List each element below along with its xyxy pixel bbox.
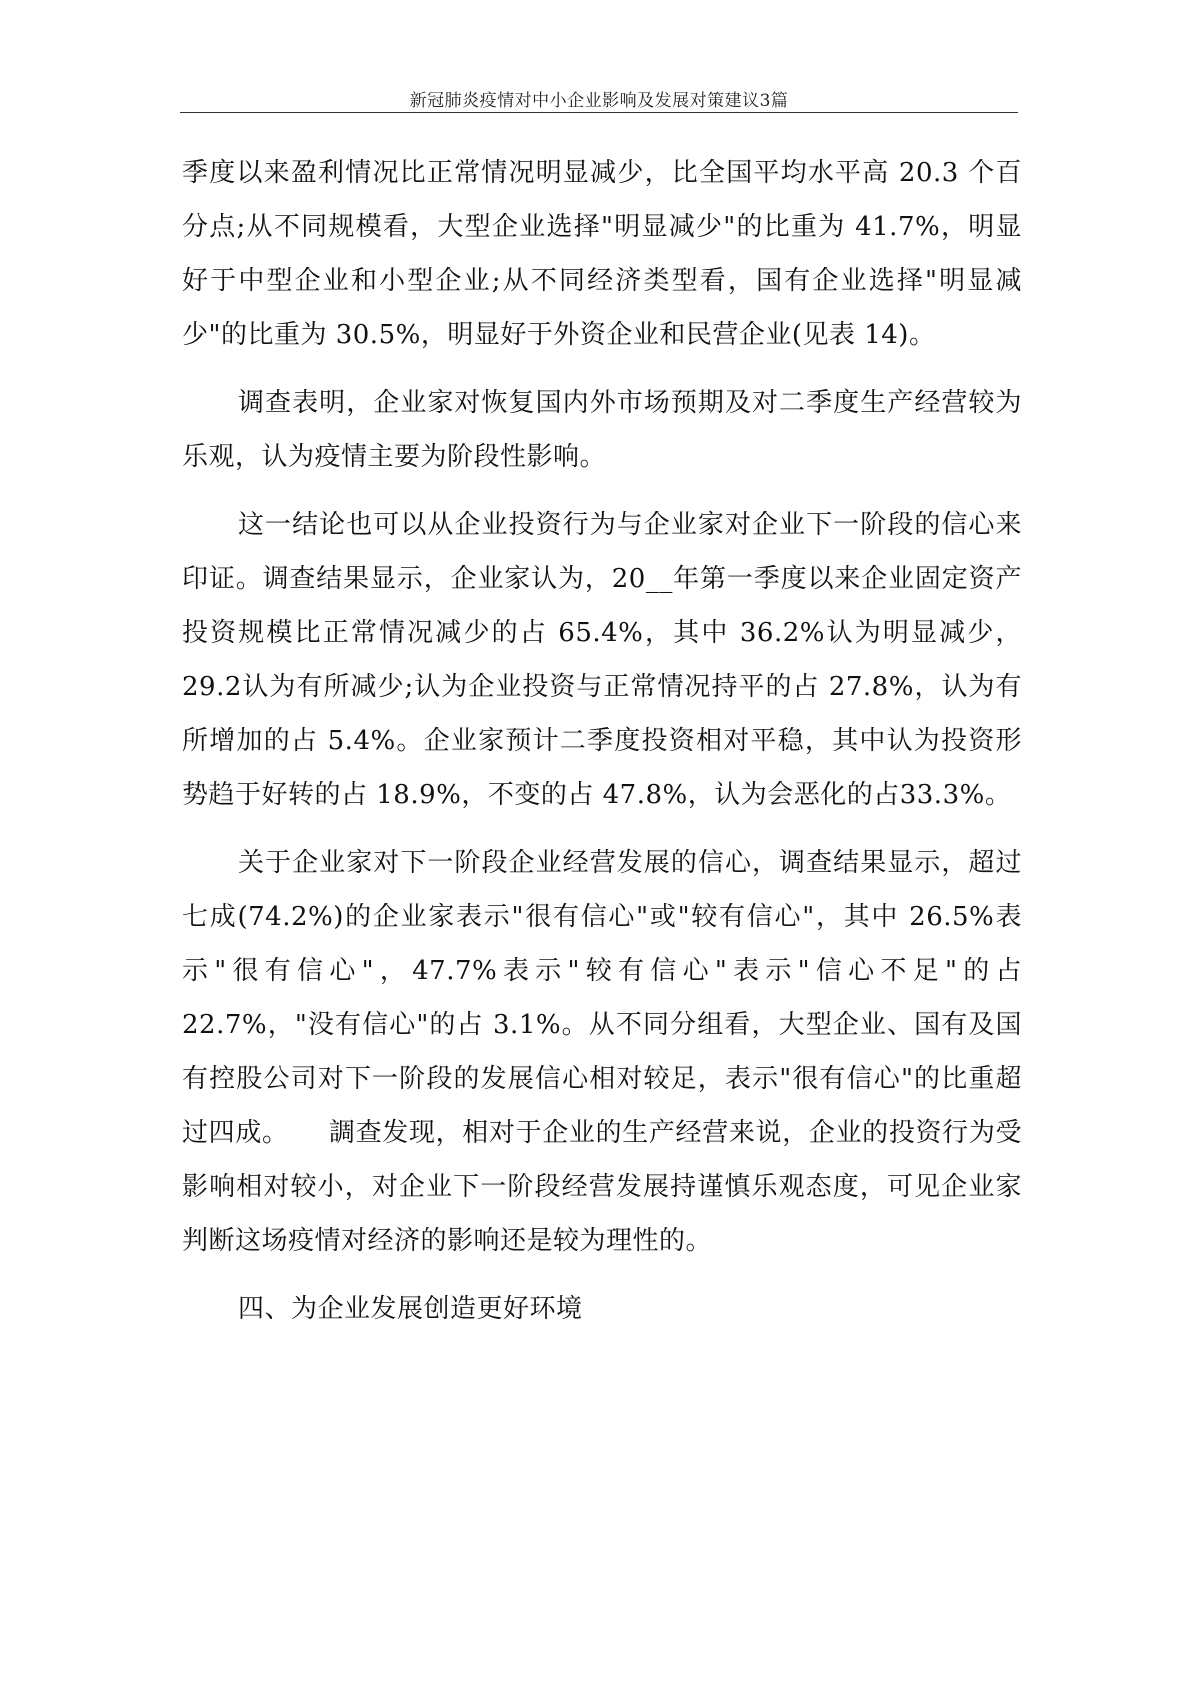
paragraph-survey-optimism: 调查表明，企业家对恢复国内外市场预期及对二季度生产经营较为乐观，认为疫情主要为阶段性影响。 (182, 388, 1022, 472)
document-body (182, 146, 1022, 1336)
paragraph-profit-continuation: 季度以来盈利情况比正常情况明显减少，比全国平均水平高 20.3 个百分点;从不同规模看，大型企业选择"明显减少"的比重为 41.7%，明显好于中型企业和小型企业;从不同经济类型看，国有企业选择"明显减少"的比重为 30.5%，明显好于外资企业和民营企业(见表 14)。 (182, 158, 1022, 350)
section-heading-four: 四、为企业发展创造更好环境 (238, 1294, 583, 1324)
header-divider (180, 112, 1018, 113)
paragraph-confidence: 关于企业家对下一阶段企业经营发展的信心，调查结果显示，超过七成(74.2%)的企业家表示"很有信心"或"较有信心"，其中 26.5%表示"很有信心"，47.7%表示"较有信心"表示"信心不足"的占 22.7%，"没有信心"的占 3.1%。从不同分组看，大型企业、国有及国有控股公司对下一阶段的发展信心相对较足，表示"很有信心"的比重超过四成。 調查发现，相对于企业的生产经营来说，企业的投资行为受影响相对较小，对企业下一阶段经营发展持谨慎乐观态度，可见企业家判断这场疫情对经济的影响还是较为理性的。 (182, 848, 1022, 1256)
paragraph-investment-behavior: 这一结论也可以从企业投资行为与企业家对企业下一阶段的信心来印证。调查结果显示，企业家认为，20__年第一季度以来企业固定资产投资规模比正常情况减少的占 65.4%，其中 36.2%认为明显减少，29.2认为有所减少;认为企业投资与正常情况持平的占 27.8%，认为有所增加的占 5.4%。企业家预计二季度投资相对平稳，其中认为投资形势趋于好转的占 18.9%，不变的占 47.8%，认为会恶化的占33.3%。 (182, 510, 1022, 810)
page-header: 新冠肺炎疫情对中小企业影响及发展对策建议3篇 (409, 91, 789, 111)
